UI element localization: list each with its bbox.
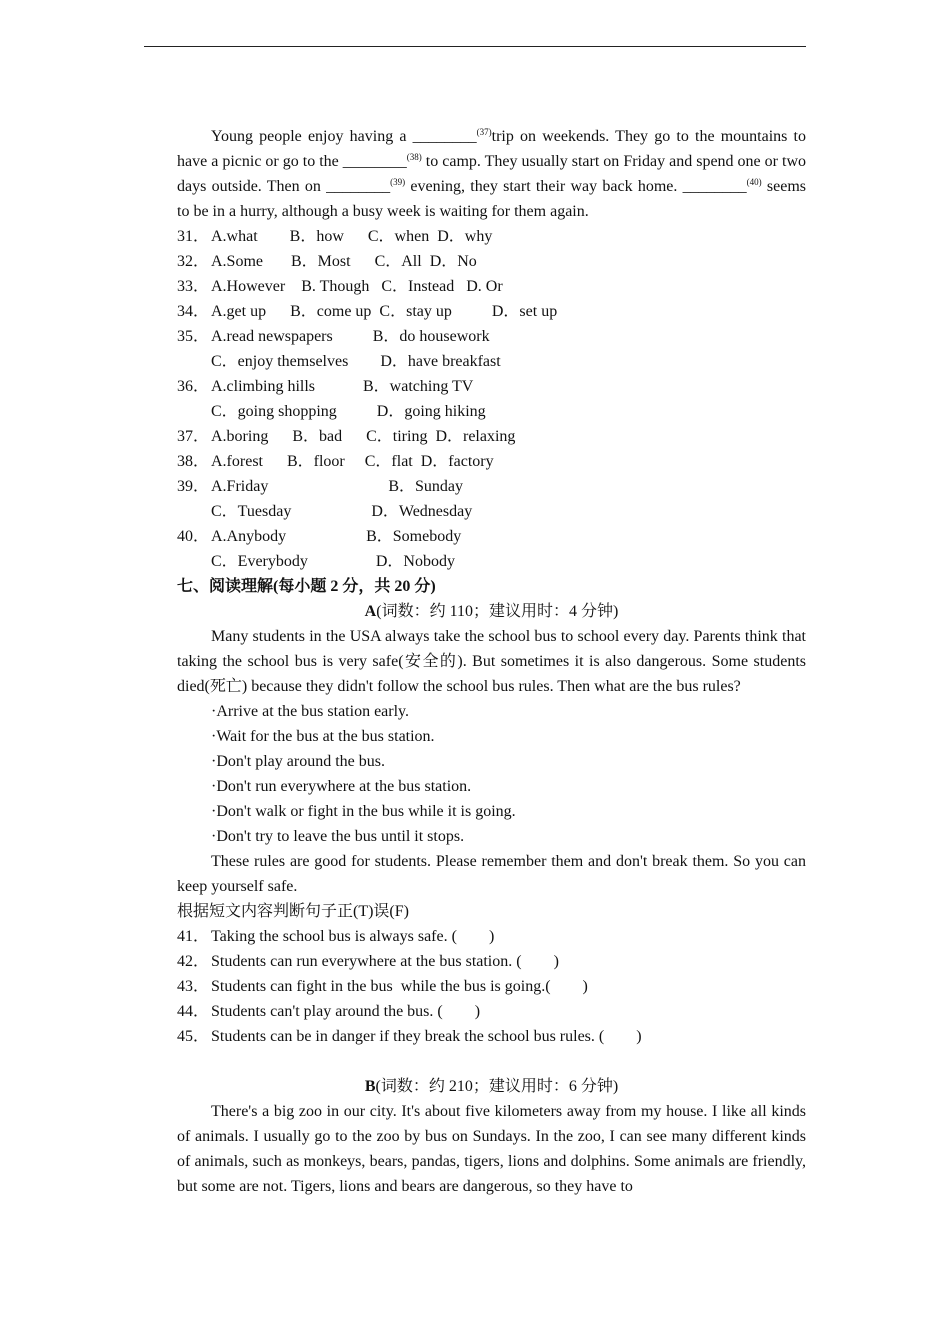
blank-number: (40) [746, 177, 762, 187]
question-number: 40． [177, 528, 210, 545]
choice-row [177, 499, 806, 524]
choice-row [177, 324, 806, 349]
question-number: 42． [177, 953, 210, 970]
choice-options: C．Everybody D．Nobody [211, 553, 455, 570]
choice-row [177, 349, 806, 374]
cloze-text: seems to be in a hurry, although a busy week is waiting for them again. [177, 178, 807, 220]
choice-row [177, 249, 806, 274]
passage-a-closing: These rules are good for students. Please remember them and don't break them. So you can keep yourself safe. [177, 853, 806, 895]
choice-options: A.However B. Though C．Instead D. Or [211, 278, 503, 295]
rule-item: ·Don't play around the bus. [211, 753, 385, 770]
blank-number: (37) [476, 127, 492, 137]
choice-options: A.Some B．Most C．All D．No [211, 253, 477, 270]
question-number: 39． [177, 478, 210, 495]
question-text: Students can run everywhere at the bus station. ( ) [211, 953, 559, 970]
question-row [177, 974, 806, 999]
choice-row [177, 374, 806, 399]
choice-row [177, 299, 806, 324]
question-row [177, 924, 806, 949]
question-number: 35． [177, 328, 210, 345]
cloze-text: Young people enjoy having a ________ [211, 128, 477, 145]
passage-a-title [177, 599, 806, 624]
choice-row [177, 424, 806, 449]
question-text: Students can't play around the bus. ( ) [211, 1003, 481, 1020]
choice-row [177, 224, 806, 249]
question-text: Students can be in danger if they break the school bus rules. ( ) [211, 1028, 642, 1045]
choice-options: A.forest B．floor C．flat D．factory [211, 453, 494, 470]
choice-options: A.get up B．come up C．stay up D．set up [211, 303, 558, 320]
choice-options: A.what B．how C．when D．why [211, 228, 493, 245]
choice-options: C．going shopping D．going hiking [211, 403, 486, 420]
passage-label: B [364, 1078, 376, 1095]
choice-options: C．enjoy themselves D．have breakfast [211, 353, 501, 370]
question-number: 31． [177, 228, 210, 245]
choice-row [177, 474, 806, 499]
question-number: 45． [177, 1028, 210, 1045]
choice-options: A.read newspapers B．do housework [211, 328, 490, 345]
section-heading: 七、阅读理解(每小题 2 分，共 20 分) [177, 578, 436, 595]
passage-b-text: There's a big zoo in our city. It's about five kilometers away from my house. I like all kinds of animals. I usually go to the zoo by bus on Sundays. In the zoo, I can see many different kinds of animals, such as monkeys, bears, pandas, tigers, lions and dolphins. Some animals are friendly, but some are not. Tigers, lions and bears are dangerous, so they have to [177, 1103, 806, 1195]
choice-row [177, 274, 806, 299]
header-rule [144, 46, 806, 47]
question-row [177, 999, 806, 1024]
rule-item: ·Don't run everywhere at the bus station. [211, 778, 472, 795]
choice-row [177, 399, 806, 424]
cloze-text: to camp. They usually start on Friday and spend one or two days outside. Then on ________ [177, 153, 807, 195]
question-number: 44． [177, 1003, 210, 1020]
blank-number: (38) [406, 152, 422, 162]
choice-list [177, 224, 806, 574]
blank-number: (39) [390, 177, 406, 187]
question-number: 43． [177, 978, 210, 995]
cloze-passage [177, 124, 806, 224]
question-number: 38． [177, 453, 210, 470]
page-content [177, 124, 806, 1199]
question-text: Taking the school bus is always safe. ( ) [211, 928, 495, 945]
passage-a-intro: Many students in the USA always take the school bus to school every day. Parents think that taking the school bus is very safe(安全的). But sometimes it is also dangerous. Some students died(死亡) because they didn't follow the school bus rules. Then what are the bus rules? [177, 628, 806, 695]
passage-b-title [177, 1074, 806, 1099]
choice-options: A.Anybody B．Somebody [211, 528, 462, 545]
choice-row [177, 549, 806, 574]
question-instruction: 根据短文内容判断句子正(T)误(F) [177, 903, 409, 920]
passage-label: A [364, 603, 377, 620]
question-row [177, 1024, 806, 1049]
rule-item: ·Wait for the bus at the bus station. [211, 728, 435, 745]
spacer [177, 1049, 806, 1074]
question-number: 37． [177, 428, 210, 445]
question-number: 41． [177, 928, 210, 945]
choice-options: A.climbing hills B．watching TV [211, 378, 474, 395]
question-number: 36． [177, 378, 210, 395]
choice-row [177, 449, 806, 474]
question-row [177, 949, 806, 974]
question-number: 34． [177, 303, 210, 320]
rule-item: ·Don't walk or fight in the bus while it is going. [211, 803, 516, 820]
cloze-text: evening, they start their way back home. ________ [405, 178, 747, 195]
choice-options: A.boring B．bad C．tiring D．relaxing [211, 428, 516, 445]
passage-info: (词数：约 210；建议用时：6 分钟) [375, 1078, 619, 1095]
rule-item: ·Arrive at the bus station early. [211, 703, 410, 720]
choice-options: A.Friday B．Sunday [211, 478, 464, 495]
passage-info: (词数：约 110；建议用时：4 分钟) [376, 603, 619, 620]
cloze-text: trip on weekends. They go to the mountains to have a picnic or go to the ________ [177, 128, 807, 170]
question-text: Students can fight in the bus while the bus is going.( ) [211, 978, 588, 995]
choice-options: C．Tuesday D．Wednesday [211, 503, 473, 520]
rule-item: ·Don't try to leave the bus until it stops. [211, 828, 465, 845]
question-number: 32． [177, 253, 210, 270]
true-false-questions [177, 924, 806, 1049]
choice-row [177, 524, 806, 549]
rule-list [177, 699, 806, 849]
question-number: 33． [177, 278, 210, 295]
